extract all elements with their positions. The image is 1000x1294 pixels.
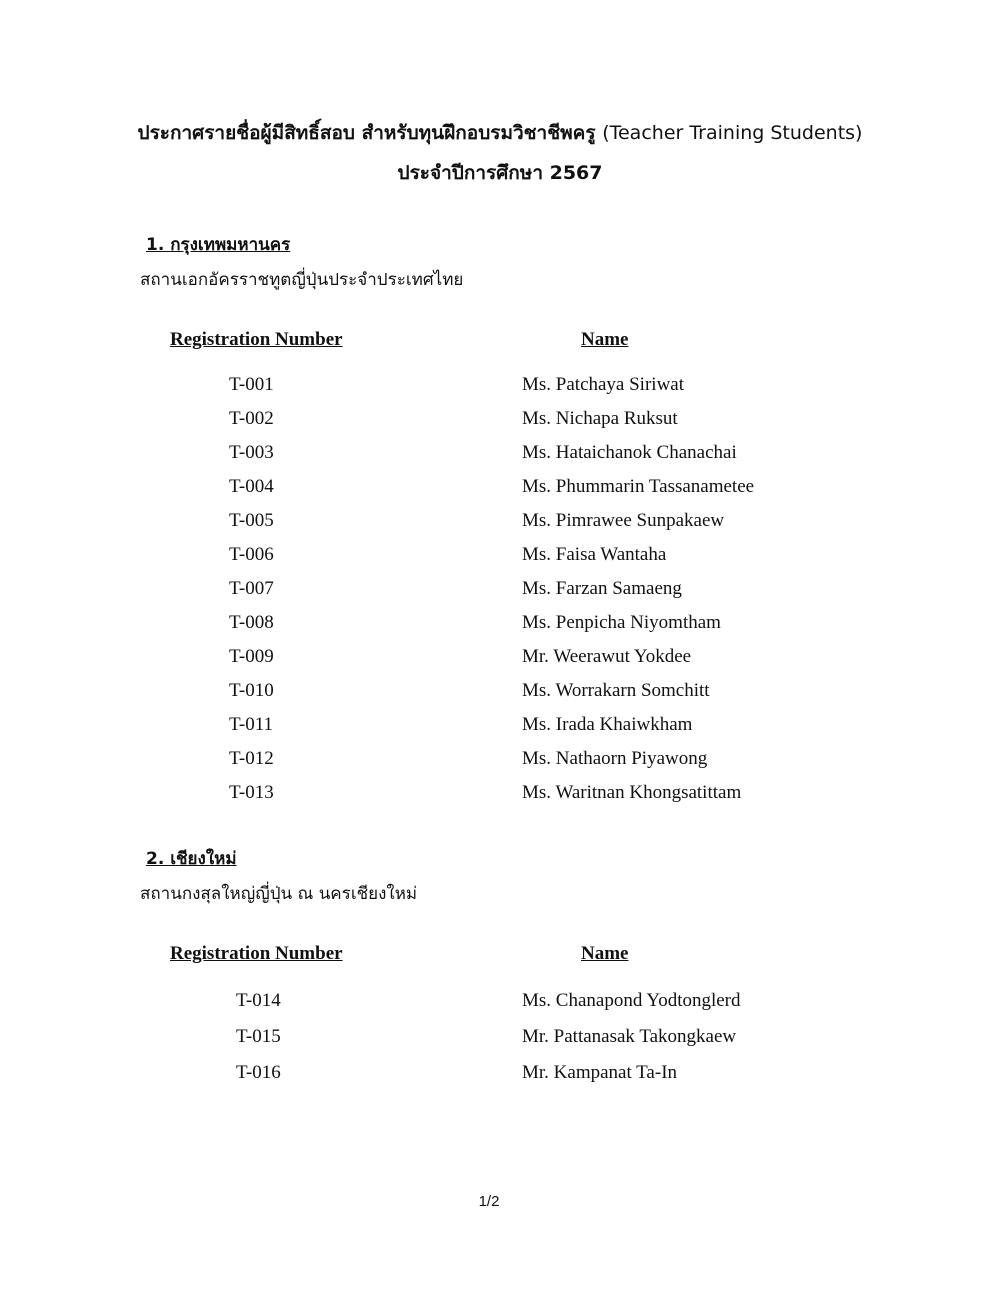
registration-number-cell: T-014 — [236, 990, 281, 1011]
candidate-list-bangkok — [0, 374, 1000, 816]
table-row — [0, 680, 1000, 714]
registration-number-cell: T-006 — [229, 544, 274, 565]
document-title-line-2: ประจำปีการศึกษา 2567 — [397, 162, 603, 184]
table-row — [0, 646, 1000, 680]
table-row — [0, 510, 1000, 544]
candidate-name-cell: Ms. Hataichanok Chanachai — [522, 442, 737, 463]
column-header-registration-number: Registration Number — [170, 329, 343, 350]
registration-number-cell: T-009 — [229, 646, 274, 667]
section-place-bangkok: สถานเอกอัครราชทูตญี่ปุ่นประจำประเทศไทย — [140, 270, 464, 290]
registration-number-cell: T-015 — [236, 1026, 281, 1047]
page-number: 1/2 — [478, 1193, 500, 1210]
registration-number-cell: T-007 — [229, 578, 274, 599]
candidate-name-cell: Mr. Weerawut Yokdee — [522, 646, 692, 667]
column-header-name: Name — [581, 329, 629, 350]
document-title-line-1 — [0, 118, 1000, 148]
table-row — [0, 990, 1000, 1026]
table-row — [0, 782, 1000, 816]
table-row — [0, 442, 1000, 476]
table-row — [0, 476, 1000, 510]
registration-number-cell: T-003 — [229, 442, 274, 463]
title-english-text: (Teacher Training Students) — [602, 122, 863, 144]
table-row — [0, 714, 1000, 748]
candidate-name-cell: Ms. Pimrawee Sunpakaew — [522, 510, 725, 531]
section-place-chiang-mai: สถานกงสุลใหญ่ญี่ปุ่น ณ นครเชียงใหม่ — [140, 884, 418, 904]
candidate-name-cell: Ms. Farzan Samaeng — [522, 578, 682, 599]
title-thai-text: ประกาศรายชื่อผู้มีสิทธิ์สอบ สำหรับทุนฝึกอบรมวิชาชีพครู — [137, 122, 596, 144]
column-header-registration-number: Registration Number — [170, 943, 343, 964]
candidate-name-cell: Ms. Patchaya Siriwat — [522, 374, 685, 395]
table-row — [0, 1062, 1000, 1098]
candidate-name-cell: Mr. Pattanasak Takongkaew — [522, 1026, 737, 1047]
table-row — [0, 578, 1000, 612]
section-heading-bangkok: 1. กรุงเทพมหานคร — [146, 235, 291, 255]
candidate-name-cell: Ms. Irada Khaiwkham — [522, 714, 693, 735]
candidate-list-chiang-mai — [0, 990, 1000, 1098]
registration-number-cell: T-005 — [229, 510, 274, 531]
registration-number-cell: T-011 — [229, 714, 273, 735]
section-heading-chiang-mai: 2. เชียงใหม่ — [146, 849, 237, 869]
table-row — [0, 612, 1000, 646]
table-row — [0, 544, 1000, 578]
registration-number-cell: T-008 — [229, 612, 274, 633]
registration-number-cell: T-012 — [229, 748, 274, 769]
table-row — [0, 748, 1000, 782]
candidate-name-cell: Ms. Faisa Wantaha — [522, 544, 667, 565]
candidate-name-cell: Mr. Kampanat Ta-In — [522, 1062, 678, 1083]
candidate-name-cell: Ms. Phummarin Tassanametee — [522, 476, 755, 497]
candidate-name-cell: Ms. Penpicha Niyomtham — [522, 612, 721, 633]
table-row — [0, 408, 1000, 442]
registration-number-cell: T-001 — [229, 374, 274, 395]
registration-number-cell: T-016 — [236, 1062, 281, 1083]
registration-number-cell: T-010 — [229, 680, 274, 701]
candidate-name-cell: Ms. Waritnan Khongsatittam — [522, 782, 742, 803]
registration-number-cell: T-013 — [229, 782, 274, 803]
candidate-name-cell: Ms. Nathaorn Piyawong — [522, 748, 708, 769]
candidate-name-cell: Ms. Worrakarn Somchitt — [522, 680, 710, 701]
candidate-name-cell: Ms. Nichapa Ruksut — [522, 408, 678, 429]
registration-number-cell: T-002 — [229, 408, 274, 429]
column-header-name: Name — [581, 943, 629, 964]
table-row — [0, 1026, 1000, 1062]
registration-number-cell: T-004 — [229, 476, 274, 497]
table-row — [0, 374, 1000, 408]
candidate-name-cell: Ms. Chanapond Yodtonglerd — [522, 990, 741, 1011]
